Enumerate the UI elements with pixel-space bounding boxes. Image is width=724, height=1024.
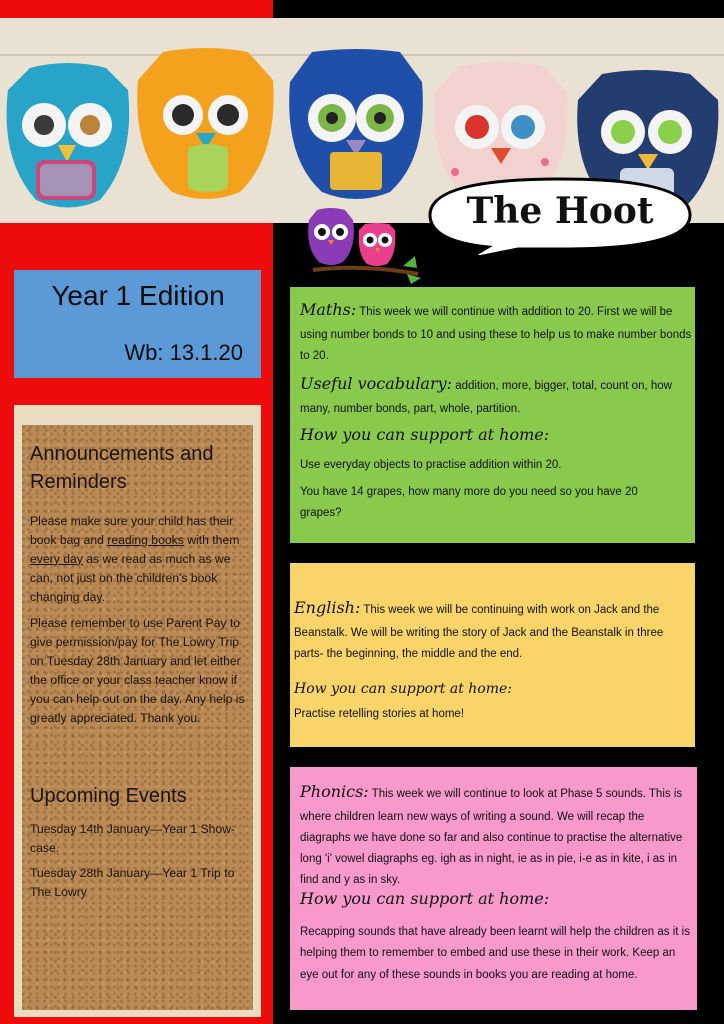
- events-heading: Upcoming Events: [30, 785, 187, 807]
- owl-decoration-orange: [128, 40, 283, 205]
- event-item-showcase: Tuesday 14th January—Year 1 Show-case.: [30, 822, 236, 855]
- vocabulary-heading: Useful vocabulary:: [300, 374, 453, 393]
- announcements-heading: Announcements and Reminders: [30, 443, 214, 493]
- english-intro: English: This week we will be continuing with work on Jack and the Beanstalk. We will be writing the story of Jack and the Beanstalk in three parts- the beginning, the middle and the end.: [294, 598, 664, 660]
- english-support-heading: How you can support at home:: [294, 681, 512, 697]
- phonics-heading: Phonics:: [300, 782, 369, 801]
- english-heading: English:: [294, 598, 361, 617]
- newsletter-title: The Hoot: [466, 190, 654, 232]
- maths-intro: Maths: This week we will continue with addition to 20. First we will be using number bonds to 10 and using these to help us to make number bonds to 20.: [300, 300, 692, 362]
- announcement-parent-pay: Please remember to use Parent Pay to give permission/pay for The Lowry Trip on Tuesday 28th January and let either the office or your class teacher know if you can help out on the day. Any help is greatly appreciated. Thank you.: [30, 616, 245, 725]
- phonics-support-1: Recapping sounds that have already been learnt will help the children as it is helping them to remember to embed and use these in their work. Keep an eye out for any of these sounds in books you are reading at home.: [300, 926, 690, 981]
- maths-support-1: Use everyday objects to practise addition within 20.: [300, 459, 562, 471]
- phonics-support-heading: How you can support at home:: [300, 889, 550, 908]
- edition-title: Year 1 Edition: [51, 280, 225, 311]
- phonics-panel: [290, 767, 697, 1010]
- announcement-book-bags: Please make sure your child has their book bag and reading books with them every day as we read as much as we can, not just on the children's book changing day.: [30, 514, 240, 604]
- maths-support-2: You have 14 grapes, how many more do you need so you have 20 grapes?: [300, 486, 638, 520]
- owl-decoration-turquoise: [0, 50, 135, 210]
- owl-decoration-blue: [282, 40, 430, 205]
- english-panel: [290, 563, 695, 747]
- english-support-1: Practise retelling stories at home!: [294, 708, 465, 720]
- owls-on-branch-icon: [303, 208, 425, 286]
- maths-panel: [290, 287, 695, 543]
- event-item-lowry-trip: Tuesday 28th January—Year 1 Trip to The Lowry: [30, 866, 235, 899]
- week-beginning-date: Wb: 13.1.20: [124, 340, 243, 365]
- edition-box: [14, 270, 261, 378]
- maths-vocabulary: Useful vocabulary: addition, more, bigger, total, count on, how many, number bonds, part, whole, partition.: [300, 374, 672, 415]
- maths-heading: Maths:: [300, 300, 357, 319]
- phonics-intro: Phonics: This week we will continue to look at Phase 5 sounds. This is where children learn new ways of writing a sound. We will recap the diagraphs we have done so far and also continue to practise the alternative long 'i' vowel diagraphs eg. igh as in night, ie as in pie, i-e as in kite, i as in find and y as in sky.: [300, 782, 683, 887]
- maths-support-heading: How you can support at home:: [300, 425, 550, 444]
